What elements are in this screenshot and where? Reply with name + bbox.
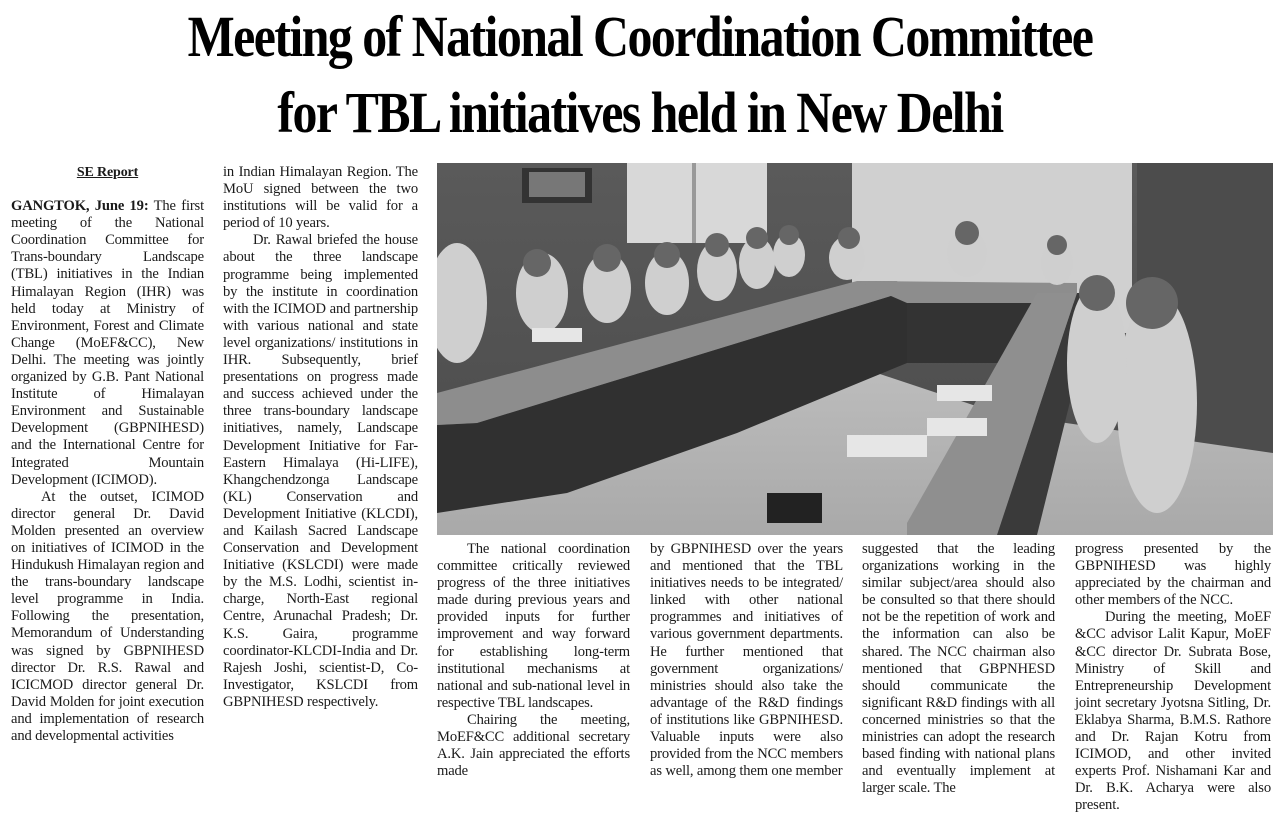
meeting-photo: [437, 163, 1273, 535]
paragraph: progress presented by the GBPNIHESD was highly appreciated by the chairman and other members of the NCC.: [1075, 541, 1271, 609]
paragraph: suggested that the leading organizations working in the similar subject/area should also be consulted so that there should not be the repetition of work and the information can also be shared. The NCC chairman also mentioned that GBPNHESD should communicate the significant R&D findings with all concerned ministries so that the ministries can adopt the research based finding with national plans and eventually implement at larger scale. The: [862, 541, 1055, 797]
article-column-1: [11, 164, 204, 745]
paragraph: At the outset, ICIMOD director general Dr. David Molden presented an overview on initiatives of ICIMOD in the Hindukush Himalayan region and the trans-boundary landscape level programme in India. Following the presentation, Memorandum of Understanding was signed by GBPNIHESD director Dr. R.S. Rawal and ICICMOD director general Dr. David Molden for joint execution and implementation of research and developmental activities: [11, 488, 204, 744]
paragraph: [11, 198, 204, 489]
article-column-2: [223, 164, 418, 711]
paragraph: The national coordination committee critically reviewed progress of the three initiatives made during previous years and provided inputs for further improvement and way forward for establishing long-term institutional mechanisms at national and sub-national level in respective TBL landscapes.: [437, 541, 630, 711]
headline-line-2: for TBL initiatives held in New Delhi: [277, 80, 1003, 145]
paragraph: by GBPNIHESD over the years and mentioned that the TBL initiatives needs to be integrated/ linked with other national programmes and initiatives of various government departments. He further mentioned that government organizations/ ministries should also take the advantage of the R&D findings of institutions like GBPNIHESD. Valuable inputs were also provided from the NCC members as well, among them one member: [650, 541, 843, 780]
article-column-5: [862, 541, 1055, 797]
paragraph: in Indian Himalayan Region. The MoU signed between the two institutions will be valid for a period of 10 years.: [223, 164, 418, 232]
dateline: GANGTOK, June 19:: [11, 198, 149, 215]
article-column-4: [650, 541, 843, 780]
meeting-photo-icon: [437, 163, 1273, 535]
paragraph: During the meeting, MoEF &CC advisor Lalit Kapur, MoEF &CC director Dr. Subrata Bose, Ministry of Skill and Entrepreneurship Development joint secretary Jyotsna Sitling, Dr. Eklabya Sharma, B.M.S. Rathore and Dr. Rajan Kotru from ICIMOD, and other invited experts Prof. Nishamani Kar and Dr. B.K. Acharya were also present.: [1075, 609, 1271, 814]
paragraph: Chairing the meeting, MoEF&CC additional secretary A.K. Jain appreciated the efforts made: [437, 711, 630, 780]
article-column-3: [437, 541, 630, 780]
paragraph-text: The first meeting of the National Coordination Committee for Trans-boundary Landscape (TBL) initiatives in the Indian Himalayan Region (IHR) was held today at Ministry of Environment, Forest and Climate Change (MoEF&CC), New Delhi. The meeting was jointly organized by G.B. Pant National Institute of Himalayan Environment and Sustainable Development (GBPNIHESD) and the International Centre for Integrated Mountain Development (ICIMOD).: [11, 198, 204, 488]
article-column-6: [1075, 541, 1271, 815]
paragraph: Dr. Rawal briefed the house about the three landscape programme being implemented by the institute in coordination with the ICIMOD and partnership with various national and state level organizations/ institutions in IHR. Subsequently, brief presentations on progress made and success achieved under the three trans-boundary landscape initiatives, namely, Landscape Development Initiative for Far-Eastern Himalaya (Hi-LIFE), Khangchendzonga Landscape (KL) Conservation and Development Initiative (KLCDI), and Kailash Sacred Landscape Conservation and Development Initiative (KSLCDI) were made by the M.S. Lodhi, scientist in-charge, North-East regional Centre, Arunachal Pradesh; Dr. K.S. Gaira, programme coordinator-KLCDI-India and Dr. Rajesh Joshi, scientist-D, Co-Investigator, KSLCDI from GBPNIHESD respectively.: [223, 232, 418, 710]
headline-line-1: Meeting of National Coordination Committee: [187, 4, 1093, 69]
byline: SE Report: [76, 165, 139, 180]
